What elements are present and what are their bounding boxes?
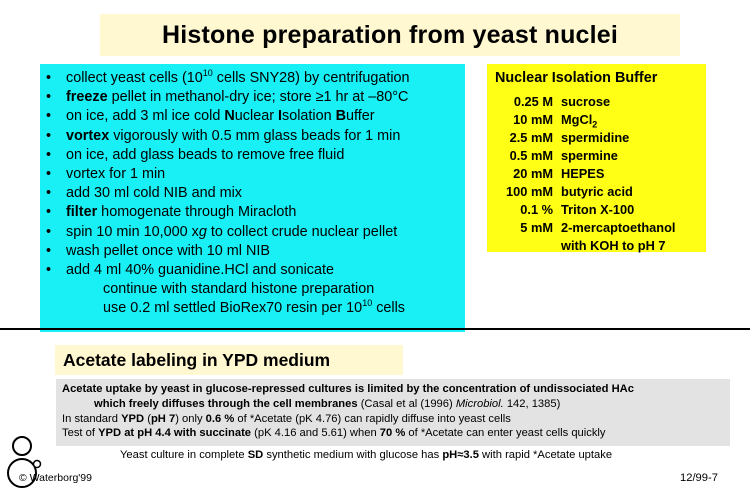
nib-row: 5 mM 2-mercaptoethanol [520, 220, 676, 235]
nib-header: Nuclear Isolation Buffer [495, 70, 658, 86]
step-4: • vortex vigorously with 0.5 mm glass beads for 1 min [46, 127, 401, 144]
step-11: • add 4 ml 40% guanidine.HCl and sonicate [46, 262, 334, 279]
nib-row: 10 mM MgCl$_2$ [513, 112, 598, 130]
protocol-steps-list [40, 64, 465, 319]
acetate-line-3: In standard YPD (pH 7) only 0.6 % of *Acetate (pK 4.76) can rapidly diffuse into yeast cells [62, 412, 511, 425]
step-2: • freeze pellet in methanol-dry ice; store ≥1 hr at –80°C [46, 89, 409, 106]
step-continuation-1: continue with standard histone preparation [103, 281, 375, 298]
slide-title: Histone preparation from yeast nuclei [161, 20, 619, 49]
step-continuation-2: use 0.2 ml settled BioRex70 resin per $10^{10}$ cells [103, 298, 405, 317]
acetate-line-4: Test of YPD at pH 4.4 with succinate (pK 4.16 and 5.61) when 70 % of *Acetate can enter yeast cells quickly [62, 427, 606, 440]
step-5: • on ice, add glass beads to remove free fluid [46, 146, 345, 163]
nib-row: 2.5 mM spermidine [509, 130, 630, 145]
nib-row: 0.5 mM spermine [509, 148, 618, 163]
nib-row: 0.1 % Triton X-100 [520, 202, 635, 217]
acetate-heading-box [55, 345, 403, 375]
acetate-heading: Acetate labeling in YPD medium [63, 349, 331, 370]
acetate-line-2: which freely diffuses through the cell membranes (Casal et al (1996) Microbiol. 142, 1385) [94, 397, 561, 410]
nuclear-isolation-buffer-box [487, 64, 706, 252]
step-8: • filter homogenate through Miracloth [46, 204, 297, 221]
step-6: • vortex for 1 min [46, 166, 166, 183]
acetate-line-1: Acetate uptake by yeast in glucose-repressed cultures is limited by the concentration of undissociated HAc [62, 383, 634, 395]
nib-row: 0.25 M sucrose [513, 94, 611, 109]
nib-row: with KOH to pH 7 [561, 238, 666, 253]
title-box [100, 14, 680, 56]
nib-row: 100 mM butyric acid [506, 184, 633, 199]
footnote: Yeast culture in complete SD synthetic medium with glucose has pH≈3.5 with rapid *Acetate uptake [120, 449, 613, 461]
step-7: • add 30 ml cold NIB and mix [46, 185, 242, 202]
acetate-text-box [56, 379, 730, 446]
step-1: • collect yeast cells ($10^{10}$ cells SNY28) by centrifugation [46, 68, 410, 86]
step-10: • wash pellet once with 10 ml NIB [46, 242, 270, 259]
copyright: © Waterborg'99 [19, 472, 92, 484]
step-9: • spin 10 min 10,000 xg to collect crude nuclear pellet [46, 223, 398, 240]
step-3: • on ice, add 3 ml ice cold Nuclear Isolation Buffer [46, 108, 375, 125]
protocol-steps-box [40, 64, 465, 332]
nib-row: 20 mM HEPES [513, 166, 605, 181]
slide-id: 12/99-7 [680, 472, 718, 484]
section-divider [0, 328, 750, 330]
